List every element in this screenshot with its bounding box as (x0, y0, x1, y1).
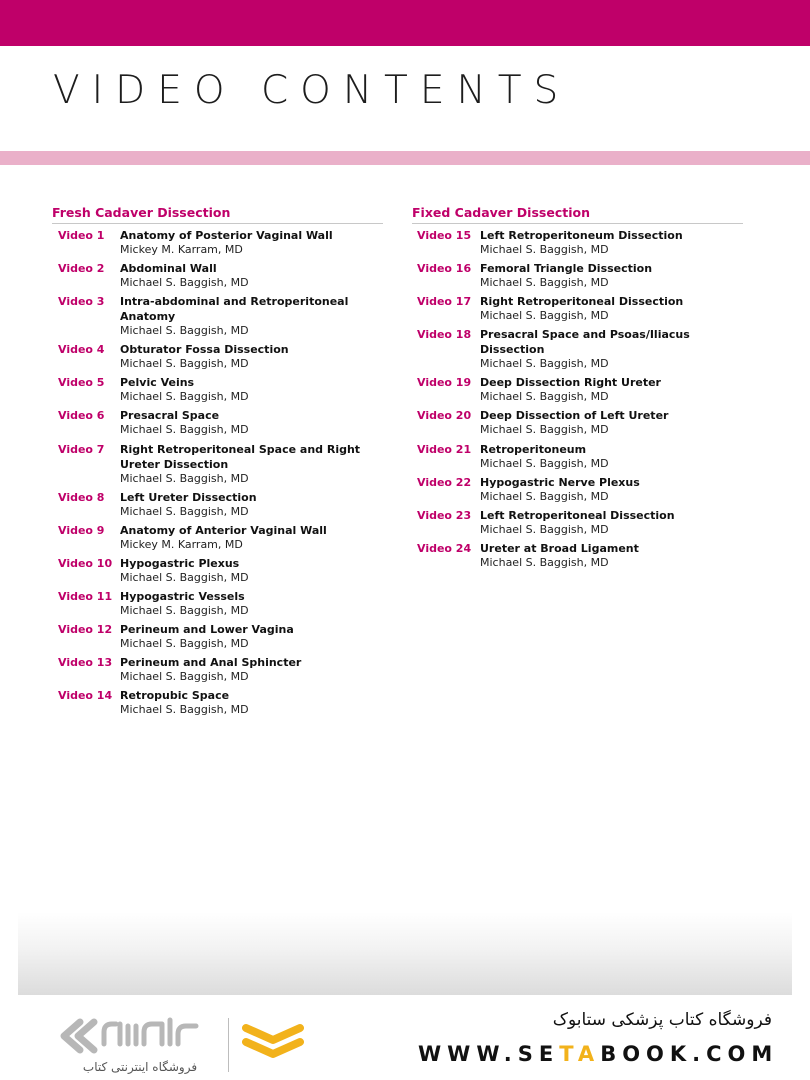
video-author: Michael S. Baggish, MD (120, 603, 249, 617)
video-number: Video 21 (417, 442, 472, 456)
video-entry[interactable] (412, 475, 743, 505)
book-chevron-icon (246, 1028, 300, 1040)
video-number: Video 15 (417, 229, 472, 242)
video-title: Hypogastric Nerve Plexus (480, 475, 640, 489)
video-number: Video 8 (58, 490, 105, 504)
video-title: Anatomy of Posterior Vaginal Wall (120, 229, 333, 242)
video-title: Ureter at Broad Ligament (480, 541, 639, 555)
video-title: Anatomy of Anterior Vaginal Wall (120, 523, 327, 537)
video-entry[interactable] (52, 622, 383, 652)
video-entry-text (480, 541, 743, 571)
video-author: Michael S. Baggish, MD (480, 456, 609, 470)
video-entry[interactable] (412, 442, 743, 472)
page-title: VIDEO CONTENTS (53, 68, 571, 113)
video-number: Video 17 (417, 295, 472, 309)
video-entry[interactable] (52, 375, 383, 405)
top-color-band (0, 0, 810, 46)
setabook-logo-mark (58, 1014, 318, 1062)
section-fresh-cadaver (52, 205, 383, 721)
video-number: Video 23 (417, 508, 472, 522)
video-title: Presacral Space (120, 409, 220, 423)
video-author: Michael S. Baggish, MD (120, 423, 249, 437)
video-entry-text (480, 475, 743, 505)
video-author: Mickey M. Karram, MD (120, 243, 243, 256)
video-title: Deep Dissection Right Ureter (480, 376, 661, 390)
video-number: Video 6 (58, 409, 105, 423)
video-title: Perineum and Anal Sphincter (120, 656, 302, 670)
video-title: Pelvic Veins (120, 376, 195, 390)
logo-divider (228, 1018, 229, 1072)
video-entry-text (120, 342, 383, 372)
video-author: Michael S. Baggish, MD (120, 390, 249, 404)
video-entry[interactable] (52, 688, 383, 718)
video-title: Left Retroperitoneum Dissection (480, 229, 683, 242)
video-author: Michael S. Baggish, MD (480, 555, 609, 569)
video-entry[interactable] (52, 294, 383, 339)
video-author: Michael S. Baggish, MD (480, 309, 609, 323)
video-entry-text (480, 508, 743, 538)
video-author: Michael S. Baggish, MD (120, 570, 249, 584)
video-entry[interactable] (412, 408, 743, 438)
section-fixed-cadaver (412, 205, 743, 574)
video-author: Michael S. Baggish, MD (120, 637, 249, 651)
video-entry[interactable] (52, 261, 383, 291)
divider-band (0, 151, 810, 165)
video-entry[interactable] (52, 556, 383, 586)
video-entry-text (120, 589, 383, 619)
video-entry[interactable] (412, 375, 743, 405)
logo-tagline: فروشگاه اینترنتی کتاب (82, 1060, 198, 1074)
video-entry-text (480, 261, 743, 291)
video-author: Michael S. Baggish, MD (120, 703, 249, 717)
video-title: Abdominal Wall (120, 262, 217, 276)
video-entry[interactable] (412, 294, 743, 324)
video-title: Left Retroperitoneal Dissection (480, 508, 675, 522)
video-title: Presacral Space and Psoas/Iliacus Dissection (480, 328, 690, 357)
video-entry-text (120, 442, 383, 487)
video-title: Intra-abdominal and Retroperitoneal Anatomy (120, 295, 349, 324)
video-entry-text (120, 408, 383, 438)
video-author: Michael S. Baggish, MD (480, 276, 609, 290)
video-author: Michael S. Baggish, MD (480, 243, 609, 256)
video-entry[interactable] (52, 589, 383, 619)
video-title: Obturator Fossa Dissection (120, 343, 289, 357)
video-entry-text (120, 655, 383, 685)
video-entry-text (120, 228, 383, 258)
video-author: Michael S. Baggish, MD (120, 670, 249, 684)
video-number: Video 4 (58, 343, 105, 357)
video-entry-text (480, 408, 743, 438)
video-author: Michael S. Baggish, MD (480, 357, 609, 371)
video-author: Michael S. Baggish, MD (120, 471, 249, 485)
video-entry[interactable] (52, 228, 383, 258)
video-entry[interactable] (52, 442, 383, 487)
video-entry-text (120, 523, 383, 553)
video-number: Video 20 (417, 409, 472, 423)
video-title: Right Retroperitoneal Space and Right Ureter Dissection (120, 442, 361, 471)
video-entry-text (480, 228, 743, 258)
video-title: Left Ureter Dissection (120, 490, 257, 504)
video-title: Retroperitoneum (480, 442, 587, 456)
video-number: Video 14 (58, 689, 113, 703)
video-author: Michael S. Baggish, MD (480, 390, 609, 404)
video-entry[interactable] (412, 541, 743, 571)
video-number: Video 16 (417, 262, 472, 276)
video-title: Perineum and Lower Vagina (120, 623, 294, 637)
video-entry-text (120, 556, 383, 586)
video-entry-text (120, 375, 383, 405)
video-entry-text (480, 294, 743, 324)
video-number: Video 5 (58, 376, 105, 390)
section-heading: Fixed Cadaver Dissection (412, 205, 743, 224)
setabook-logo (58, 1014, 318, 1078)
store-name: فروشگاه کتاب پزشکی ستابوک (552, 1010, 772, 1030)
video-entry[interactable] (412, 261, 743, 291)
video-entry[interactable] (412, 508, 743, 538)
video-title: Hypogastric Plexus (120, 556, 240, 570)
video-number: Video 2 (58, 262, 105, 276)
video-entry-text (480, 442, 743, 472)
video-entry-text (480, 327, 743, 372)
video-title: Femoral Triangle Dissection (480, 262, 653, 276)
store-url[interactable] (418, 1042, 778, 1066)
video-entry-text (120, 688, 383, 718)
video-author: Michael S. Baggish, MD (480, 522, 609, 536)
video-entry[interactable] (52, 342, 383, 372)
video-entry-text (120, 622, 383, 652)
video-entry[interactable] (52, 408, 383, 438)
video-number: Video 24 (417, 541, 472, 555)
video-number: Video 18 (417, 328, 472, 342)
bottom-gradient (18, 912, 792, 995)
video-author: Mickey M. Karram, MD (120, 537, 243, 551)
video-title: Retropubic Space (120, 689, 230, 703)
logo-wordmark (104, 1020, 196, 1044)
video-number: Video 11 (58, 589, 113, 603)
section-heading: Fresh Cadaver Dissection (52, 205, 383, 224)
video-number: Video 19 (417, 376, 472, 390)
video-title: Hypogastric Vessels (120, 589, 245, 603)
video-entry[interactable] (52, 490, 383, 520)
video-entry[interactable] (412, 327, 743, 372)
video-entry[interactable] (412, 228, 743, 258)
video-title: Deep Dissection of Left Ureter (480, 409, 669, 423)
video-entry-text (480, 375, 743, 405)
video-title: Right Retroperitoneal Dissection (480, 295, 684, 309)
video-number: Video 7 (58, 442, 105, 456)
video-number: Video 3 (58, 295, 105, 309)
video-author: Michael S. Baggish, MD (120, 324, 249, 338)
video-number: Video 12 (58, 623, 113, 637)
video-entry-text (120, 490, 383, 520)
video-number: Video 10 (58, 556, 113, 570)
url-accent: TA (559, 1042, 601, 1066)
video-number: Video 13 (58, 656, 113, 670)
video-entry-text (120, 261, 383, 291)
video-entry[interactable] (52, 655, 383, 685)
video-author: Michael S. Baggish, MD (120, 357, 249, 371)
video-author: Michael S. Baggish, MD (120, 276, 249, 290)
video-entry-text (120, 294, 383, 339)
video-author: Michael S. Baggish, MD (480, 423, 609, 437)
video-number: Video 9 (58, 523, 105, 537)
video-author: Michael S. Baggish, MD (120, 504, 249, 518)
video-number: Video 22 (417, 475, 472, 489)
url-prefix: WWW.SE (418, 1042, 560, 1066)
video-number: Video 1 (58, 229, 105, 242)
video-entry[interactable] (52, 523, 383, 553)
url-suffix: BOOK.COM (600, 1042, 779, 1066)
video-author: Michael S. Baggish, MD (480, 489, 609, 503)
